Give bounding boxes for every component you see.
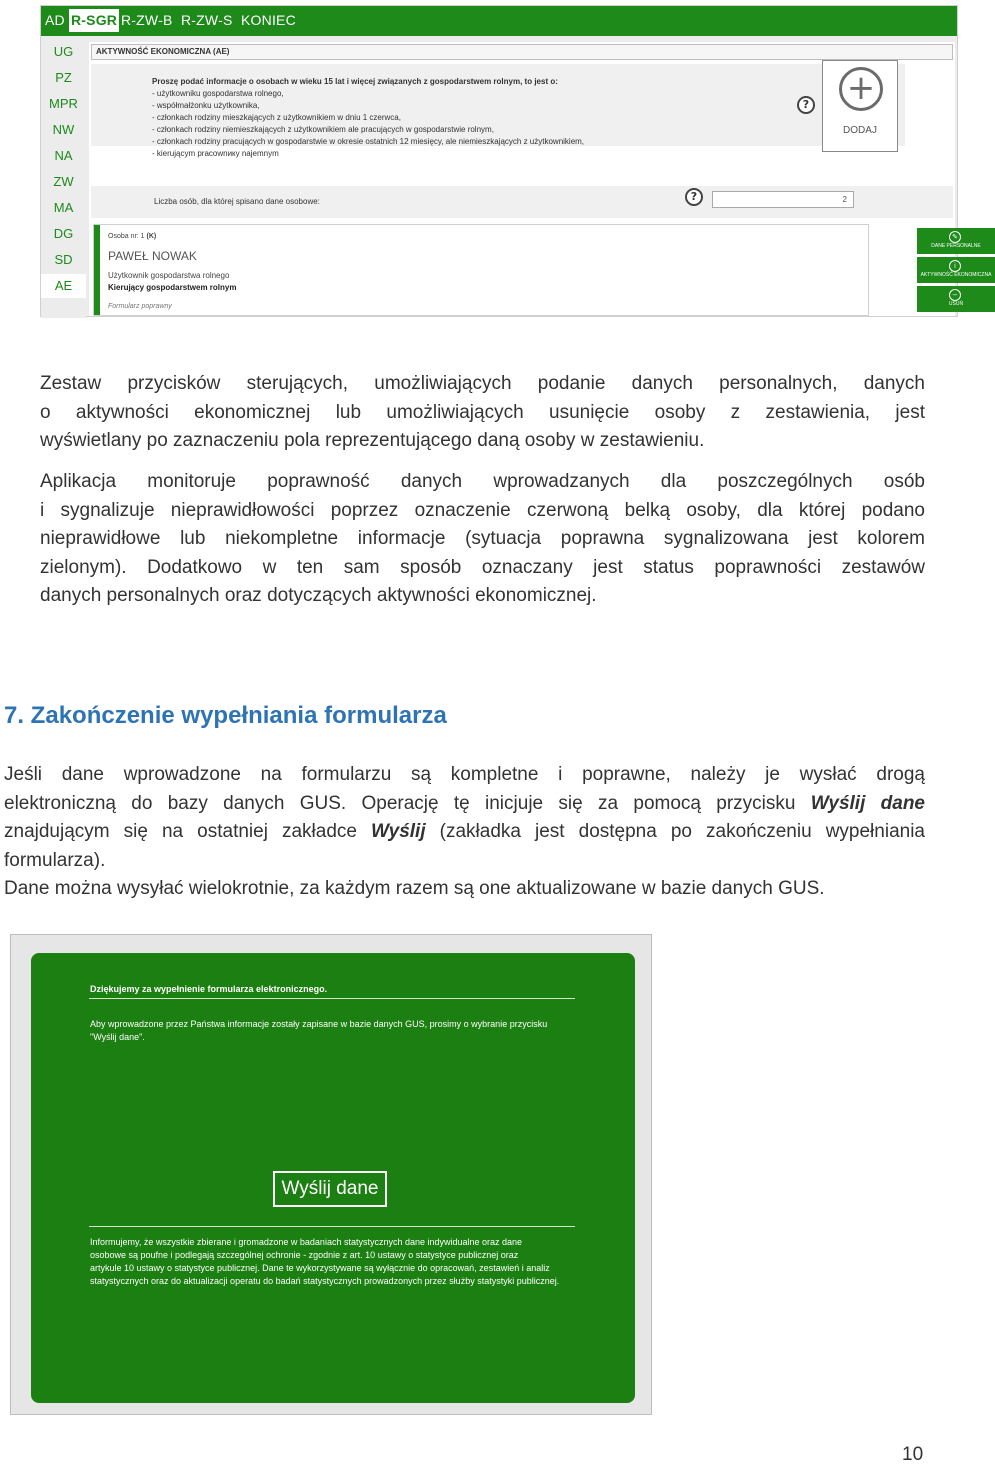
nav-nw[interactable]: NW [52, 122, 75, 137]
text-line: Zestaw przycisków sterujących, umożliwiających podanie danych personalnych, danych [40, 373, 925, 394]
text-line: zielonym). Dodatkowo w ten sam sposób oznaczany jest status poprawności zestawów [40, 556, 925, 578]
nav-na[interactable]: NA [54, 148, 73, 163]
paragraph-validation [40, 468, 925, 611]
nav-ae[interactable]: AE [41, 274, 86, 298]
screenshot-send-page [10, 934, 652, 1415]
nav-ug[interactable]: UG [53, 44, 74, 59]
edit-icon: ✎ [949, 231, 961, 243]
divider [89, 998, 575, 999]
text-span: (zakładka jest dostępna po zakończeniu wypełniania [425, 821, 925, 842]
top-navigation [41, 6, 957, 36]
text-line: nieprawidłowe lub niekompletne informacje (sytuacja poprawna sygnalizowana jest kolorem [40, 528, 925, 549]
tab-r-zw-b[interactable]: R-ZW-B [121, 12, 173, 28]
text-line [4, 818, 925, 847]
nav-sd[interactable]: SD [54, 252, 73, 267]
count-label: Liczba osób, dla której spisano dane osobowe: [154, 197, 320, 206]
nav-mpr[interactable]: MPR [49, 96, 78, 111]
nav-zw[interactable]: ZW [53, 174, 74, 189]
plus-icon: + [839, 67, 883, 111]
text-line [4, 790, 925, 819]
instruction-text: "Wyślij dane". [90, 1032, 145, 1042]
minus-icon: − [949, 289, 961, 301]
nav-ma[interactable]: MA [53, 200, 74, 215]
economic-activity-button[interactable] [917, 257, 995, 283]
add-person-button[interactable] [822, 60, 898, 152]
info-line: - kierującym pracownику najemnym [152, 149, 279, 158]
person-role: Kierujący gospodarstwem rolnym [108, 283, 237, 292]
send-panel [31, 953, 635, 1403]
instruction-text: Aby wprowadzone przez Państwa informacje zostały zapisane w bazie danych GUS, prosimy o wybranie przycisku [90, 1019, 548, 1029]
section-title: AKTYWNOŚĆ EKONOMICZNA (AE) [91, 44, 953, 60]
person-number: Osoba nr: 1 [108, 233, 145, 240]
info-line: - użytkowniku gospodarstwa rolnego, [152, 89, 284, 98]
tab-ad[interactable]: AD [45, 12, 65, 28]
add-button-label: DODAJ [843, 125, 877, 136]
text-line: formularza). [4, 849, 106, 871]
info-line: - członkach rodziny niemieszkających z użytkownikiem ale pracujących w gospodarstwie rolnym, [152, 125, 494, 134]
text-line: Aplikacja monitoruje poprawność danych wprowadzanych dla poszczególnych osób [40, 471, 925, 492]
send-data-button[interactable]: Wyślij dane [273, 1171, 387, 1207]
tab-koniec[interactable]: KONIEC [241, 12, 296, 28]
text-line: Dane można wysyłać wielokrotnie, za każdym razem są one aktualizowane w bazie danych GUS. [4, 878, 825, 899]
send-tab-emphasis: Wyślij [371, 821, 426, 842]
personal-data-button[interactable] [917, 228, 995, 254]
text-line: wyświetlany po zaznaczeniu pola reprezentującego daną osoby w zestawieniu. [40, 430, 705, 451]
info-line: - członkach rodziny mieszkających z użytkownikiem w dniu 1 czerwca, [152, 113, 401, 122]
paragraph-buttons-description [40, 370, 925, 456]
text-line: o aktywności ekonomicznej lub umożliwiających usunięcie osoby z zestawienia, jest [40, 401, 925, 423]
person-name: PAWEŁ NOWAK [108, 249, 197, 263]
text-span: znajdującym się na ostatniej zakładce [4, 821, 372, 842]
delete-button[interactable] [917, 286, 995, 312]
page-number: 10 [902, 1444, 924, 1465]
text-span: elektroniczną do bazy danych GUS. Operację tę inicjuje się za pomocą przycisku [4, 792, 811, 814]
section-heading: 7. Zakończenie wypełniania formularza [4, 702, 447, 729]
status-strip [94, 225, 100, 315]
notice-line: statystycznych oraz do aktualizacji operatu do badań statystycznych prowadzonych przez służby statystyki publicznej. [90, 1276, 560, 1286]
text-line: Jeśli dane wprowadzone na formularzu są kompletne i poprawne, należy je wysłać drogą [4, 764, 925, 785]
tab-r-zw-s[interactable]: R-ZW-S [181, 12, 233, 28]
notice-line: artykule 10 ustawy o statystyce publicznej. Dane te wykorzystywane są wyłącznie do opracowań, zestawień i analiz [90, 1263, 550, 1273]
help-icon[interactable]: ? [685, 188, 703, 206]
divider [89, 1226, 575, 1227]
notice-line: Informujemy, że wszystkie zbierane i gromadzone w badaniach statystycznych dane indywidualne oraz dane [90, 1237, 523, 1247]
paragraph-send [4, 761, 925, 904]
economic-activity-label: AKTYWNOŚĆ EKONOMICZNA [920, 272, 992, 278]
person-status: Formularz poprawny [108, 303, 172, 310]
info-icon: i [949, 260, 961, 272]
screenshot-form-ae [40, 5, 992, 317]
text-line: i sygnalizuje nieprawidłowości poprzez oznaczenie czerwoną belką osoby, dla której podano [40, 499, 925, 521]
help-icon[interactable]: ? [797, 96, 815, 114]
personal-data-label: DANE PERSONALNE [931, 243, 981, 249]
info-line: - współmałżonku użytkownika, [152, 101, 260, 110]
text-line: danych personalnych oraz dotyczących aktywności ekonomicznej. [40, 585, 597, 606]
person-role: Użytkownik gospodarstwa rolnego [108, 271, 230, 280]
person-number-row [108, 233, 156, 240]
person-card[interactable] [93, 224, 869, 316]
person-count-field[interactable]: 2 [712, 191, 854, 208]
thanks-text: Dziękujemy za wypełnienie formularza elektronicznego. [90, 984, 328, 994]
send-data-emphasis: Wyślij dane [810, 792, 925, 814]
left-navigation [41, 36, 86, 318]
person-tag: (K) [146, 233, 157, 240]
info-line: - członkach rodziny pracujących w gospodarstwie w okresie ostatnich 12 miesięcy, ale niemieszkających z użytkownikiem, [152, 137, 585, 146]
tab-r-sgr[interactable]: R-SGR [69, 9, 119, 32]
nav-dg[interactable]: DG [53, 226, 74, 241]
nav-pz[interactable]: PZ [55, 70, 72, 85]
info-line: Proszę podać informacje o osobach w wieku 15 lat i więcej związanych z gospodarstwem rolnym, to jest o: [152, 77, 558, 86]
notice-line: osobowe są poufne i podlegają szczególnej ochronie - zgodnie z art. 10 ustawy o statystyce publicznej oraz [90, 1250, 519, 1260]
delete-label: USUŃ [948, 301, 964, 307]
